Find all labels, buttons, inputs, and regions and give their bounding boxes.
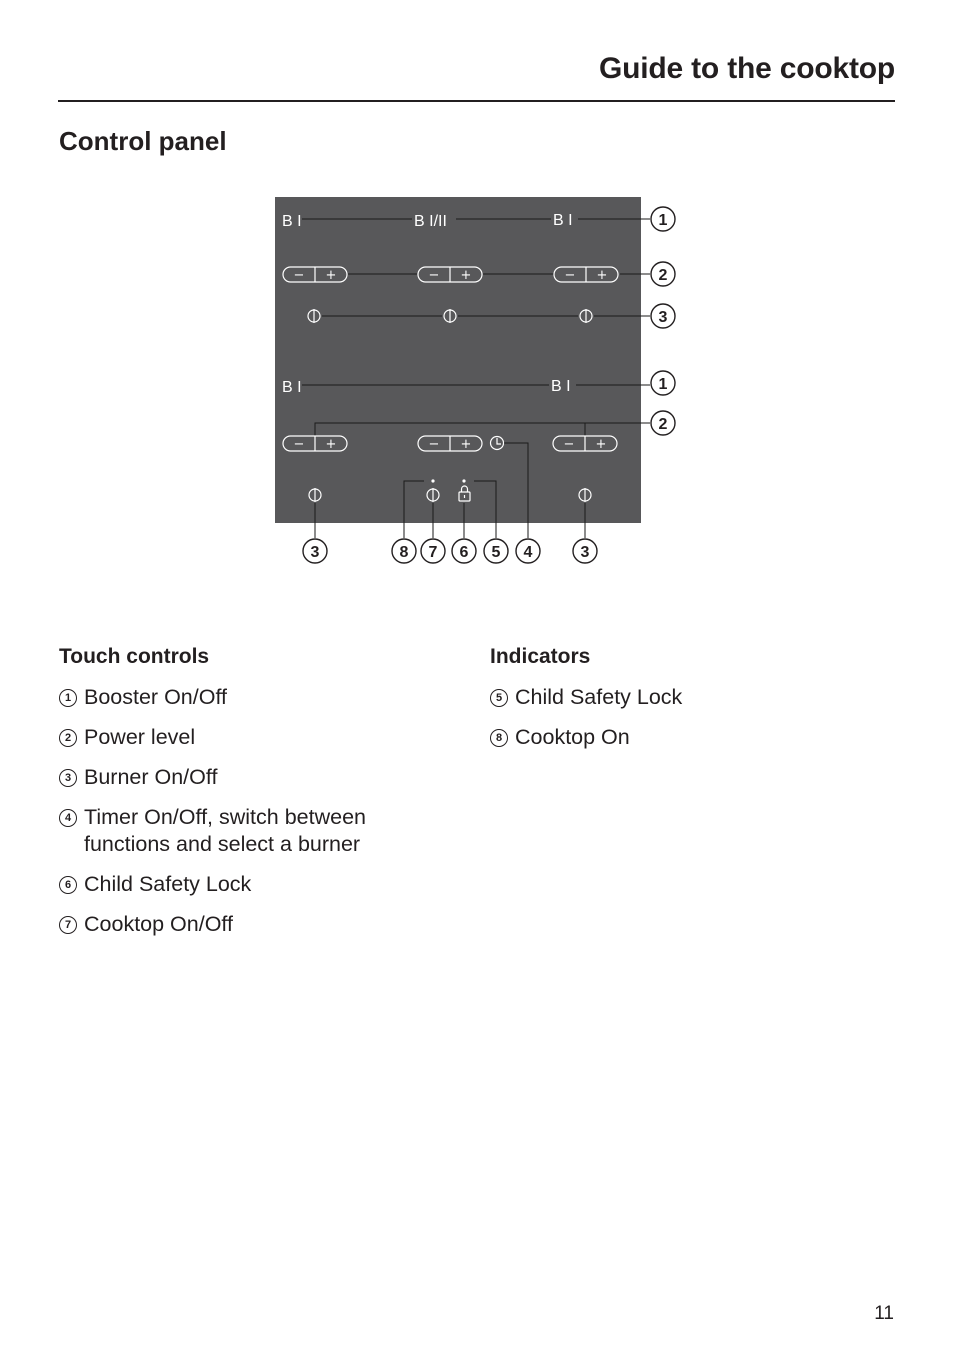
minus-sign: −: [564, 268, 576, 283]
legend-number: 7: [59, 916, 77, 934]
booster-label: B I: [551, 378, 571, 395]
legend-text: Cooktop On/Off: [84, 912, 233, 936]
legend-item: [59, 724, 439, 751]
legend-number: 3: [59, 769, 77, 787]
minus-sign: −: [563, 437, 575, 452]
legend-item: [59, 911, 439, 938]
callout-number: 2: [658, 416, 668, 433]
legend-text: Child Safety Lock: [84, 872, 252, 896]
plus-sign: +: [325, 268, 337, 283]
callout-number: 3: [310, 544, 320, 561]
touch-controls-legend: [59, 644, 439, 951]
plus-sign: +: [460, 437, 472, 452]
minus-sign: −: [428, 268, 440, 283]
callout-number: 6: [459, 544, 469, 561]
minus-sign: −: [293, 437, 305, 452]
callout-number: 7: [428, 544, 438, 561]
plus-sign: +: [325, 437, 337, 452]
plus-sign: +: [596, 268, 608, 283]
control-panel-surface: [275, 197, 641, 523]
legend-number: 1: [59, 689, 77, 707]
callout-number: 2: [658, 267, 668, 284]
booster-label: B I: [282, 379, 302, 396]
page-title: Guide to the cooktop: [599, 52, 895, 85]
callout-number: 4: [523, 544, 533, 561]
minus-sign: −: [293, 268, 305, 283]
indicators-heading: Indicators: [490, 645, 591, 668]
touch-controls-heading: Touch controls: [59, 645, 210, 668]
legend-item: [59, 871, 439, 898]
legend-text: Power level: [84, 725, 196, 749]
legend-number: 4: [59, 809, 77, 827]
legend-text: Child Safety Lock: [515, 685, 683, 709]
indicators-legend: [490, 644, 870, 764]
legend-number: 8: [490, 729, 508, 747]
legend-number: 6: [59, 876, 77, 894]
legend-item: [59, 804, 439, 858]
legend-item: [490, 724, 870, 751]
booster-label: B I: [553, 212, 573, 229]
booster-label: B I/II: [414, 213, 447, 230]
legend-number: 2: [59, 729, 77, 747]
callout-number: 1: [658, 376, 668, 393]
booster-label: B I: [282, 213, 302, 230]
legend-text: Burner On/Off: [84, 765, 218, 789]
callout-number: 8: [399, 544, 409, 561]
callout-number: 3: [580, 544, 590, 561]
legend-item: [59, 764, 439, 791]
legend-text: Booster On/Off: [84, 685, 228, 709]
callout-number: 3: [658, 309, 668, 326]
legend-item: [59, 684, 439, 711]
callout-number: 1: [658, 212, 668, 229]
cooktop-on-indicator: [431, 479, 434, 482]
legend-number: 5: [490, 689, 508, 707]
plus-sign: +: [595, 437, 607, 452]
minus-sign: −: [428, 437, 440, 452]
page-number: 11: [874, 1303, 894, 1324]
legend-text: Cooktop On: [515, 725, 630, 749]
legend-item: [490, 684, 870, 711]
legend-text: Timer On/Off, switch between functions and select a burner: [84, 805, 366, 856]
section-title: Control panel: [59, 126, 227, 156]
child-lock-indicator: [462, 479, 465, 482]
callout-number: 5: [491, 544, 501, 561]
control-panel-diagram: [0, 0, 954, 620]
plus-sign: +: [460, 268, 472, 283]
